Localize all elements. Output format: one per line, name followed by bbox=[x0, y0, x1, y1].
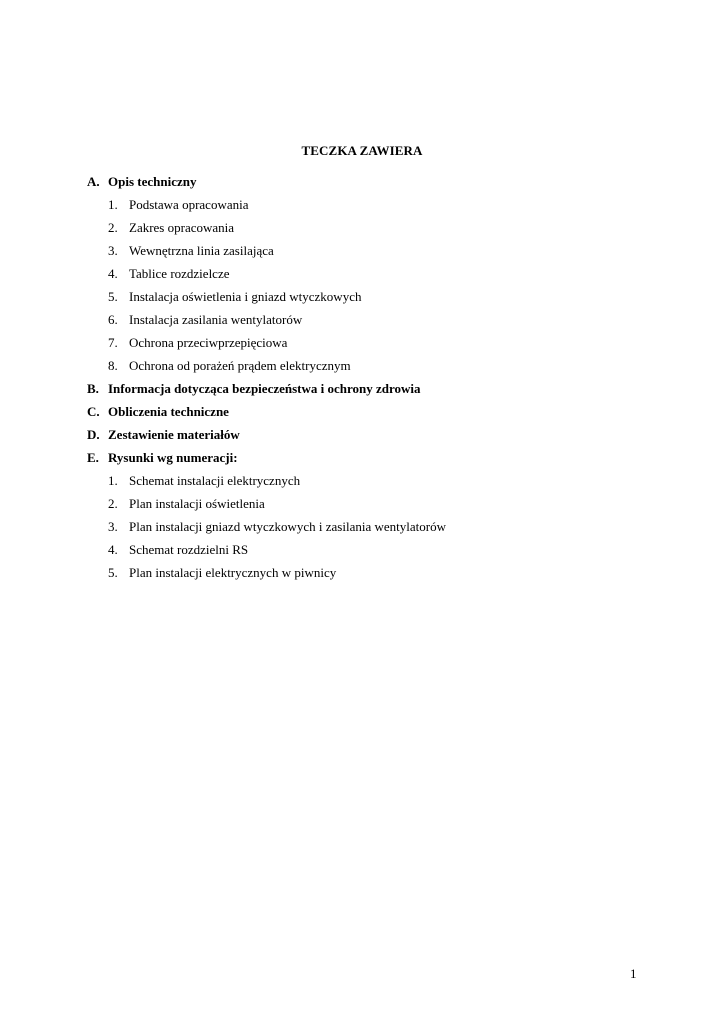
item-number: 7. bbox=[108, 335, 118, 350]
section-label: Rysunki wg numeracji: bbox=[108, 450, 238, 465]
list-item bbox=[108, 197, 249, 213]
section-label: Informacja dotycząca bezpieczeństwa i ochrony zdrowia bbox=[108, 381, 421, 396]
section-letter: A. bbox=[87, 174, 100, 189]
item-label: Plan instalacji elektrycznych w piwnicy bbox=[129, 565, 337, 580]
item-label: Schemat instalacji elektrycznych bbox=[129, 473, 301, 488]
list-item bbox=[108, 542, 248, 558]
section-a-heading bbox=[87, 174, 196, 190]
page-title: TECZKA ZAWIERA bbox=[301, 143, 423, 158]
list-item bbox=[108, 243, 274, 259]
item-label: Ochrona od porażeń prądem elektrycznym bbox=[129, 358, 351, 373]
item-number: 4. bbox=[108, 542, 118, 557]
item-number: 3. bbox=[108, 243, 118, 258]
section-d-heading bbox=[87, 427, 240, 443]
list-item bbox=[108, 358, 351, 374]
list-item bbox=[108, 220, 234, 236]
section-letter: B. bbox=[87, 381, 99, 396]
page-number: 1 bbox=[630, 966, 637, 981]
list-item bbox=[108, 312, 302, 328]
item-label: Ochrona przeciwprzepięciowa bbox=[129, 335, 288, 350]
item-number: 4. bbox=[108, 266, 118, 281]
item-number: 3. bbox=[108, 519, 118, 534]
section-label: Zestawienie materiałów bbox=[108, 427, 240, 442]
item-label: Wewnętrzna linia zasilająca bbox=[129, 243, 274, 258]
item-label: Plan instalacji oświetlenia bbox=[129, 496, 265, 511]
section-e-heading bbox=[87, 450, 238, 466]
item-number: 5. bbox=[108, 289, 118, 304]
item-number: 6. bbox=[108, 312, 118, 327]
item-number: 1. bbox=[108, 473, 118, 488]
item-label: Tablice rozdzielcze bbox=[129, 266, 230, 281]
section-letter: C. bbox=[87, 404, 100, 419]
item-label: Plan instalacji gniazd wtyczkowych i zasilania wentylatorów bbox=[129, 519, 446, 534]
item-label: Zakres opracowania bbox=[129, 220, 235, 235]
item-number: 8. bbox=[108, 358, 118, 373]
list-item bbox=[108, 335, 287, 351]
list-item bbox=[108, 266, 230, 282]
list-item bbox=[108, 496, 265, 512]
list-item bbox=[108, 565, 336, 581]
item-label: Instalacja oświetlenia i gniazd wtyczkowych bbox=[129, 289, 362, 304]
item-number: 2. bbox=[108, 496, 118, 511]
list-item bbox=[108, 289, 361, 305]
list-item bbox=[108, 519, 446, 535]
section-c-heading bbox=[87, 404, 229, 420]
item-label: Instalacja zasilania wentylatorów bbox=[129, 312, 303, 327]
item-number: 1. bbox=[108, 197, 118, 212]
section-label: Opis techniczny bbox=[108, 174, 197, 189]
item-label: Podstawa opracowania bbox=[129, 197, 249, 212]
item-number: 5. bbox=[108, 565, 118, 580]
item-label: Schemat rozdzielni RS bbox=[129, 542, 249, 557]
item-number: 2. bbox=[108, 220, 118, 235]
section-letter: E. bbox=[87, 450, 99, 465]
section-label: Obliczenia techniczne bbox=[108, 404, 229, 419]
section-b-heading bbox=[87, 381, 421, 397]
list-item bbox=[108, 473, 300, 489]
section-letter: D. bbox=[87, 427, 100, 442]
